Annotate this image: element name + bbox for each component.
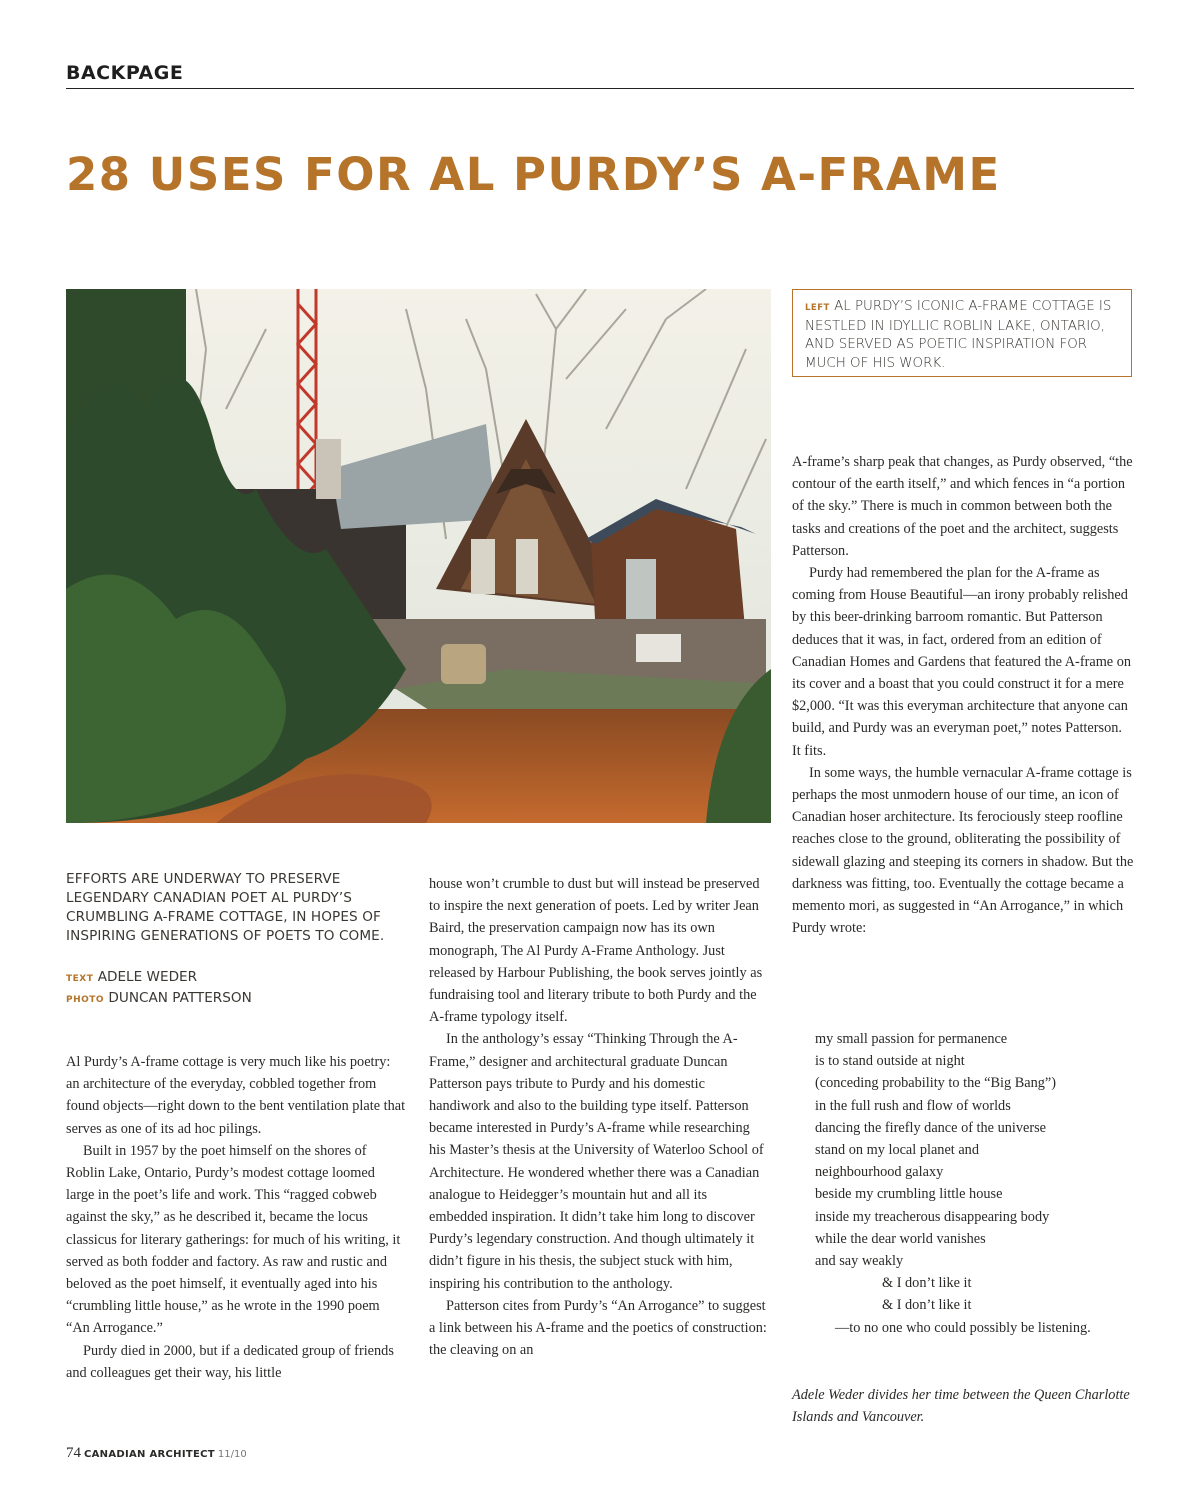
body-column-1 — [66, 1051, 406, 1384]
poem-line: is to stand outside at night — [815, 1053, 965, 1070]
caption-key: LEFT — [805, 303, 830, 313]
cottage-photo-illustration — [66, 289, 771, 823]
poem-line: dancing the firefly dance of the universe — [815, 1119, 1047, 1136]
body-paragraph: In the anthology’s essay “Thinking Through the A-Frame,” designer and architectural graduate Duncan Patterson pays tribute to Purdy and his domestic handiwork and also to the building type itself. Patterson became interested in Purdy’s A-frame while researching his Master’s thesis at the University of Waterloo School of Architecture. He wondered whether there was a Canadian analogue to Heidegger’s mountain hut and all its embedded inspiration. It didn’t take him long to discover Purdy’s legendary construction. And though ultimately it didn’t figure in his thesis, the subject stuck with him, inspiring his contribution to the anthology. — [429, 1031, 764, 1292]
photo-credit-key: PHOTO — [66, 995, 105, 1005]
section-label: BACKPAGE — [66, 62, 184, 84]
body-paragraph: Patterson cites from Purdy’s “An Arrogance” to suggest a link between his A-frame and the poetics of construction: the cleaving on an — [429, 1297, 767, 1359]
page-footer — [66, 1445, 247, 1462]
section-divider — [66, 88, 1134, 89]
photo-caption — [792, 289, 1132, 377]
cottage-photo — [66, 289, 771, 823]
body-paragraph: A-frame’s sharp peak that changes, as Purdy observed, “the contour of the earth itself,” and which fences in “a portion of the sky.” There is much in common between both the tasks and creations of the poet and the architect, suggests Patterson. — [792, 454, 1133, 559]
body-column-2 — [429, 873, 769, 1361]
poem-line: —to no one who could possibly be listening. — [835, 1319, 1091, 1336]
article-deck: EFFORTS ARE UNDERWAY TO PRESERVE LEGENDARY CANADIAN POET AL PURDY’S CRUMBLING A-FRAME COTTAGE, IN HOPES OF INSPIRING GENERATIONS OF POETS TO COME. — [66, 871, 385, 944]
poem-line: beside my crumbling little house — [815, 1186, 1003, 1203]
photo-credit-name: DUNCAN PATTERSON — [108, 990, 252, 1006]
body-paragraph: Al Purdy’s A-frame cottage is very much like his poetry: an architecture of the everyday, cobbled together from found objects—right down to the bent ventilation plate that serves as one of its ad hoc pilings. — [66, 1054, 406, 1137]
poem-line: stand on my local planet and — [815, 1142, 979, 1159]
text-credit-name: ADELE WEDER — [97, 969, 198, 985]
headline: 28 USES FOR AL PURDY’S A-FRAME — [66, 148, 1001, 201]
caption-text: AL PURDY’S ICONIC A-FRAME COTTAGE IS NESTLED IN IDYLLIC ROBLIN LAKE, ONTARIO, AND SERVED AS POETIC INSPIRATION FOR MUCH OF HIS WORK. — [805, 299, 1112, 371]
poem-line: my small passion for permanence — [815, 1031, 1008, 1047]
poem-line: and say weakly — [815, 1253, 904, 1270]
poem-line: in the full rush and flow of worlds — [815, 1097, 1011, 1114]
body-paragraph: Purdy died in 2000, but if a dedicated group of friends and colleagues get their way, his little — [66, 1342, 394, 1381]
text-credit-key: TEXT — [66, 974, 94, 984]
page-number: 74 — [66, 1445, 81, 1461]
article-credits — [66, 968, 401, 1010]
photo-credit — [66, 989, 401, 1010]
magazine-name: CANADIAN ARCHITECT — [84, 1449, 215, 1460]
poem-line: inside my treacherous disappearing body — [815, 1208, 1050, 1225]
text-credit — [66, 968, 401, 989]
body-paragraph: Built in 1957 by the poet himself on the shores of Roblin Lake, Ontario, Purdy’s modest cottage loomed large in the poet’s life and work. This “ragged cobweb against the sky,” as he described it, became the locus classicus for literary gatherings: for much of his writing, it served as both fodder and factory. As raw and rustic and beloved as the poet himself, it eventually aged into his “crumbling little house,” as he wrote in the 1990 poem “An Arrogance.” — [66, 1142, 401, 1337]
issue-date: 11/10 — [217, 1449, 247, 1460]
body-paragraph: In some ways, the humble vernacular A-frame cottage is perhaps the most unmodern house of our time, an icon of Canadian hoser architecture. Its ferociously steep roofline reaches close to the ground, obliterating the possibility of sidewall glazing and steeping its corners in shadow. But the darkness was fitting, too. Eventually the cottage became a memento mori, as suggested in “An Arrogance,” in which Purdy wrote: — [792, 764, 1134, 937]
poem-line: neighbourhood galaxy — [815, 1164, 944, 1181]
body-paragraph: Purdy had remembered the plan for the A-frame as coming from House Beautiful—an irony probably relished by this beer-drinking barroom romantic. But Patterson deduces that it was, in fact, ordered from an edition of Canadian Homes and Gardens that featured the A-frame on its cover and a boast that you could construct it for a mere $2,000. “It was this everyman architecture that anyone can build, and Purdy was an everyman poet,” notes Patterson. It fits. — [792, 565, 1132, 759]
poem-line: while the dear world vanishes — [815, 1230, 986, 1247]
body-paragraph: house won’t crumble to dust but will instead be preserved to inspire the next generation of poets. Led by writer Jean Baird, the preservation campaign now has its own monograph, The Al Purdy A-Frame Anthology. Just released by Harbour Publishing, the book serves jointly as fundraising tool and literary tribute to both Purdy and the A-frame typology itself. — [429, 876, 763, 1026]
poem-line: (conceding probability to the “Big Bang”) — [815, 1075, 1056, 1092]
author-bio: Adele Weder divides her time between the Queen Charlotte Islands and Vancouver. — [792, 1387, 1130, 1426]
body-column-3 — [792, 451, 1134, 939]
poem-line: & I don’t like it — [882, 1297, 972, 1314]
poem-line: & I don’t like it — [882, 1275, 972, 1292]
poem-excerpt — [815, 1028, 1145, 1339]
